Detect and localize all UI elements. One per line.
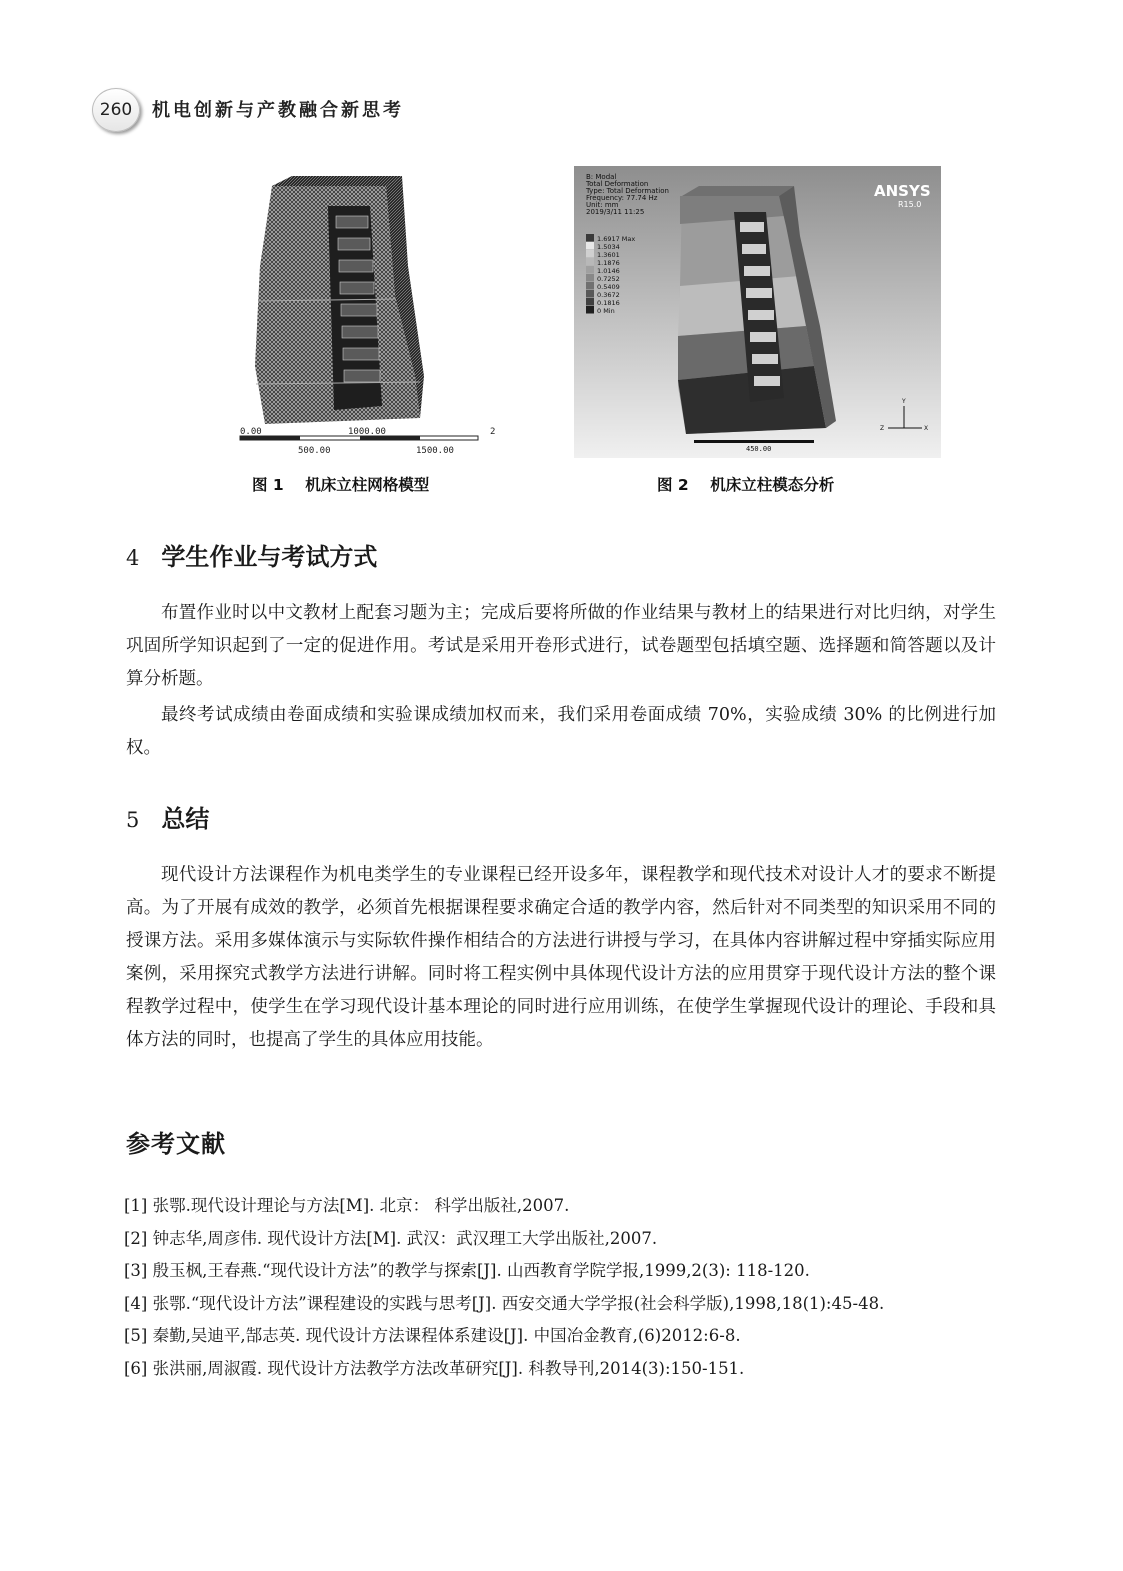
section-4-heading: [126, 537, 377, 572]
ansys-info-5: 2019/3/11 11:25: [586, 208, 645, 216]
scale-label-1000: 1000.00: [348, 427, 386, 437]
legend-label-3: 1.1876: [597, 259, 620, 267]
legend-label-6: 0.5409: [597, 283, 620, 291]
axis-z-label: Z: [880, 425, 885, 432]
scale-label-end: 2: [490, 427, 496, 437]
legend-label-1: 1.5034: [597, 243, 620, 251]
mesh-model-image: [210, 166, 494, 458]
ansys-scale-label: 450.00: [746, 445, 772, 453]
reference-item: [1] 张鄂.现代设计理论与方法[M]. 北京： 科学出版社,2007.: [124, 1196, 570, 1215]
section-4-number: 4: [126, 546, 140, 570]
scale-label-500: 500.00: [298, 446, 331, 456]
references-list: [124, 1190, 998, 1385]
reference-item: [5] 秦勤,吴迪平,郜志英. 现代设计方法课程体系建设[J]. 中国冶金教育,(6)2012:6-8.: [124, 1326, 741, 1345]
scale-label-0: 0.00: [240, 427, 262, 437]
reference-item: [3] 殷玉枫,王春燕.“现代设计方法”的教学与探索[J]. 山西教育学院学报,1999,2(3): 118-120.: [124, 1261, 810, 1280]
legend-label-4: 1.0146: [597, 267, 620, 275]
references-heading: 参考文献: [126, 1129, 226, 1158]
ansys-info-2: Type: Total Deformation: [586, 187, 669, 195]
modal-analysis-image: [574, 166, 941, 458]
legend-label-9: 0 Min: [597, 307, 615, 315]
section-4-paragraph-1: 布置作业时以中文教材上配套习题为主；完成后要将所做的作业结果与教材上的结果进行对比归纳，对学生巩固所学知识起到了一定的促进作用。考试是采用开卷形式进行，试卷题型包括填空题、选择题和简答题以及计算分析题。: [126, 603, 996, 689]
section-5-heading: [126, 799, 209, 834]
figure-modal-analysis: [574, 166, 941, 458]
ansys-version: R15.0: [898, 200, 922, 209]
ansys-info-1: Total Deformation: [586, 180, 649, 188]
legend-label-2: 1.3601: [597, 251, 620, 259]
ansys-logo: ANSYS: [874, 182, 931, 200]
figure-2-caption: 图 2 机床立柱模态分析: [657, 476, 835, 494]
section-4-paragraph-2: 最终考试成绩由卷面成绩和实验课成绩加权而来，我们采用卷面成绩 70%，实验成绩 30% 的比例进行加权。: [126, 705, 996, 758]
reference-item: [6] 张洪丽,周淑霞. 现代设计方法教学方法改革研究[J]. 科教导刊,2014(3):150-151.: [124, 1358, 745, 1378]
legend-label-7: 0.3672: [597, 291, 620, 299]
axis-x-label: X: [924, 425, 929, 432]
legend-label-0: 1.6917 Max: [597, 235, 636, 243]
axis-y-label: Y: [902, 398, 906, 405]
section-5-title: 总结: [161, 804, 210, 833]
figure-mesh-model: [210, 166, 494, 458]
reference-item: [4] 张鄂.“现代设计方法”课程建设的实践与思考[J]. 西安交通大学学报(社会科学版),1998,18(1):45-48.: [124, 1293, 885, 1313]
page-number: 260: [92, 88, 140, 132]
legend-label-5: 0.7252: [597, 275, 620, 283]
ansys-info-4: Unit: mm: [586, 201, 619, 209]
section-5-paragraph-1: 现代设计方法课程作为机电类学生的专业课程已经开设多年，课程教学和现代技术对设计人才的要求不断提高。为了开展有成效的教学，必须首先根据课程要求确定合适的教学内容，然后针对不同类型的知识采用不同的授课方法。采用多媒体演示与实际软件操作相结合的方法进行讲授与学习，在具体内容讲解过程中穿插实际应用案例，采用探究式教学方法进行讲解。同时将工程实例中具体现代设计方法的应用贯穿于现代设计方法的整个课程教学过程中，使学生在学习现代设计基本理论的同时进行应用训练，在使学生掌握现代设计的理论、手段和具体方法的同时，也提高了学生的具体应用技能。: [126, 865, 996, 1050]
ansys-info-0: B: Modal: [586, 173, 617, 181]
section-5-number: 5: [126, 808, 140, 832]
section-4-title: 学生作业与考试方式: [161, 542, 378, 571]
reference-item: [2] 钟志华,周彦伟. 现代设计方法[M]. 武汉：武汉理工大学出版社,2007.: [124, 1228, 658, 1248]
legend-label-8: 0.1816: [597, 299, 620, 307]
book-title: 机电创新与产教融合新思考: [152, 100, 404, 121]
ansys-info-3: Frequency: 77.74 Hz: [586, 194, 658, 202]
scale-label-1500: 1500.00: [416, 446, 454, 456]
figure-1-caption: 图 1 机床立柱网格模型: [252, 476, 430, 494]
